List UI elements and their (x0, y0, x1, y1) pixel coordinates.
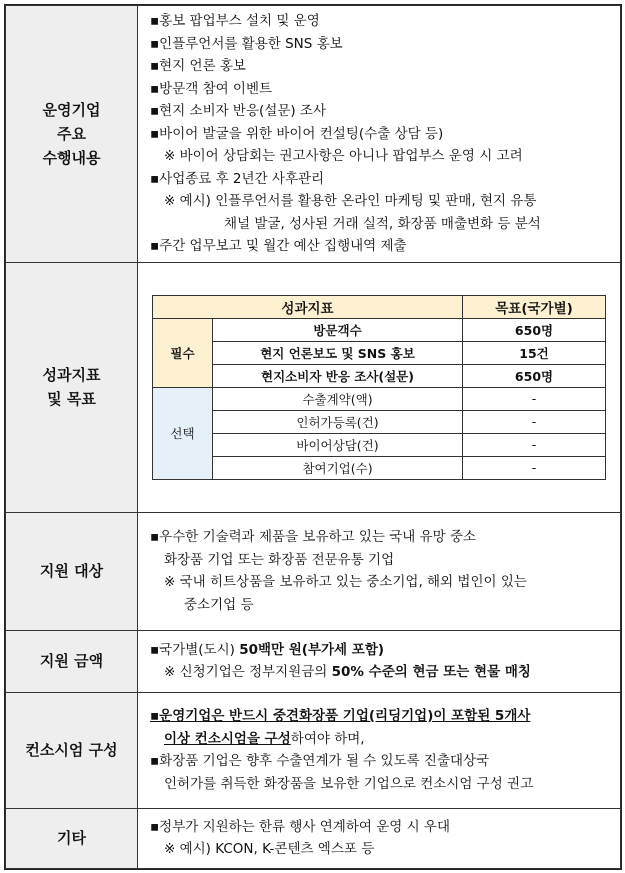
kpi-required-row (153, 318, 606, 341)
label-line: 수행내용 (42, 148, 101, 167)
content-kpi (138, 262, 621, 512)
row-consortium (6, 692, 621, 808)
kpi-item: 현지소비자 반응 조사(설문) (213, 364, 463, 387)
bullet-item-continued: 인허가를 취득한 화장품을 보유한 기업으로 컨소시엄 구성 권고 (164, 775, 534, 792)
content-amount (138, 630, 621, 692)
kpi-item: 수출계약(액) (213, 387, 463, 410)
kpi-target: - (463, 410, 606, 433)
matching-text: ※ 신청기업은 정부지원금의 (164, 664, 332, 680)
business-overview-table (5, 5, 621, 869)
bullet-item: ▪홍보 팝업부스 설치 및 운영 (150, 13, 320, 29)
kpi-required-row (153, 364, 606, 387)
label-etc: 기타 (6, 808, 138, 869)
kpi-col-target: 목표(국가별) (463, 295, 606, 318)
kpi-item: 참여기업(수) (213, 456, 463, 479)
bullet-item: ▪현지 언론 홍보 (150, 58, 246, 74)
bullet-item: ▪우수한 기술력과 제품을 보유하고 있는 국내 유망 중소 (150, 529, 477, 545)
note-item: ※ 국내 히트상품을 보유하고 있는 중소기업, 해외 법인이 있는 (164, 574, 527, 590)
bullet-item: ▪운영기업은 반드시 중견화장품 기업(리딩기업)이 포함된 5개사 (150, 708, 531, 724)
content-operations (138, 6, 621, 263)
kpi-required-row (153, 341, 606, 364)
bullet-item: ▪주간 업무보고 및 월간 예산 집행내역 제출 (150, 238, 407, 254)
bullet-item: ▪바이어 발굴을 위한 바이어 컨설팅(수출 상담 등) (150, 125, 444, 142)
kpi-target: 650명 (463, 318, 606, 341)
label-consortium: 컨소시엄 구성 (6, 692, 138, 808)
kpi-target: - (463, 387, 606, 410)
kpi-target: - (463, 433, 606, 456)
row-amount (6, 630, 621, 692)
kpi-optional-row (153, 387, 606, 410)
kpi-optional-label: 선택 (153, 387, 213, 479)
content-etc (138, 808, 621, 869)
bullet-item: ▪방문객 참여 이벤트 (150, 80, 273, 97)
note-item: ※ 예시) 인플루언서를 활용한 온라인 마케팅 및 판매, 현지 유통 (164, 193, 537, 209)
note-item-continued: 중소기업 등 (184, 596, 254, 613)
kpi-optional-row (153, 410, 606, 433)
bullet-item: ▪정부가 지원하는 한류 행사 연계하여 운영 시 우대 (150, 818, 451, 835)
kpi-required-label: 필수 (153, 318, 213, 387)
label-line: 성과지표 (42, 366, 101, 384)
bullet-item: ▪사업종료 후 2년간 사후관리 (150, 170, 325, 187)
note-item: ※ 바이어 상담회는 권고사항은 아니나 팝업부스 운영 시 고려 (164, 148, 523, 164)
label-amount: 지원 금액 (6, 630, 138, 692)
kpi-optional-row (153, 456, 606, 479)
label-line: 주요 (57, 124, 86, 143)
kpi-table (152, 295, 606, 480)
bullet-item-continued: 화장품 기업 또는 화장품 전문유통 기업 (164, 551, 395, 568)
kpi-item: 현지 언론보도 및 SNS 홍보 (213, 341, 463, 364)
label-line: 및 목표 (47, 390, 96, 408)
row-kpi (6, 262, 621, 512)
kpi-col-indicator: 성과지표 (153, 295, 463, 318)
kpi-item: 바이어상담(건) (213, 433, 463, 456)
consortium-emphasis: 이상 컨소시엄을 구성 (164, 730, 291, 747)
kpi-optional-row (153, 433, 606, 456)
row-etc (6, 808, 621, 869)
consortium-text: 하여야 하며, (290, 730, 365, 747)
note-item (150, 661, 610, 684)
document-frame (4, 4, 622, 870)
content-consortium (138, 692, 621, 808)
kpi-target: - (463, 456, 606, 479)
bullet-item: ▪화장품 기업은 향후 수출연계가 될 수 있도록 진출대상국 (150, 753, 490, 769)
amount-value: 50백만 원(부가세 포함) (239, 641, 385, 658)
label-operations (6, 6, 138, 263)
row-target (6, 512, 621, 630)
note-item: ※ 예시) KCON, K-콘텐츠 엑스포 등 (164, 841, 375, 858)
matching-value: 50% 수준의 현금 또는 현물 매칭 (331, 664, 531, 680)
row-operations (6, 6, 621, 263)
bullet-item-continued (150, 728, 610, 751)
bullet-item: ▪인플루언서를 활용한 SNS 홍보 (150, 35, 343, 52)
content-target (138, 512, 621, 630)
bullet-item (150, 639, 610, 662)
label-kpi (6, 262, 138, 512)
kpi-target: 650명 (463, 364, 606, 387)
kpi-item: 방문객수 (213, 318, 463, 341)
kpi-header-row (153, 295, 606, 318)
note-item-continued: 채널 발굴, 성사된 거래 실적, 화장품 매출변화 등 분석 (224, 215, 541, 232)
label-target: 지원 대상 (6, 512, 138, 630)
kpi-target: 15건 (463, 341, 606, 364)
label-line: 운영기업 (42, 100, 101, 119)
amount-text: ▪국가별(도시) (150, 641, 240, 658)
bullet-item: ▪현지 소비자 반응(설문) 조사 (150, 103, 327, 119)
kpi-item: 인허가등록(건) (213, 410, 463, 433)
